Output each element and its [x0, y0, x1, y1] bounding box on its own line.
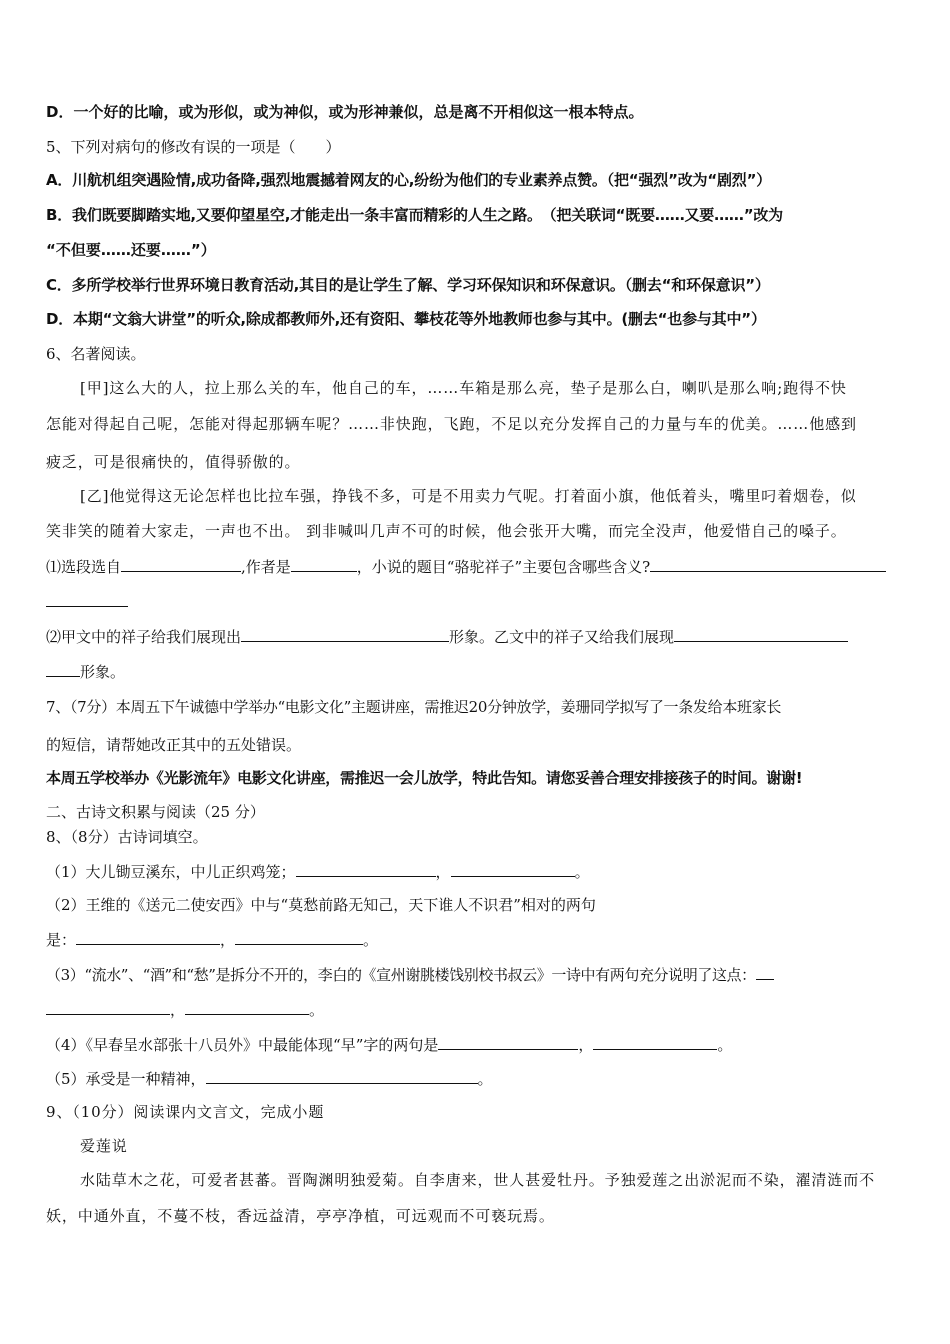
- question-6-title: 6、名著阅读。: [46, 345, 146, 363]
- q5-option-b-cont: “不但要……还要……”）: [46, 241, 216, 259]
- q8-4-prompt: （4）《早春呈水部张十八员外》中最能体现“早”字的两句是: [46, 1036, 439, 1054]
- q8-3-comma: ，: [170, 1001, 186, 1019]
- answer-blank[interactable]: [241, 626, 449, 642]
- passage-yi-line-2: 笑非笑的随着大家走，一声也不出。 到非喊叫几声不可的时候，他会张开大嘴，而完全没声，他爱惜自己的嗓子。: [46, 522, 847, 540]
- q6-1-prefix: ⑴选段选自: [46, 558, 122, 576]
- q8-3-prompt: （3）“流水”、“酒”和“愁”是拆分不开的，李白的《宣州谢朓楼饯别校书叔云》一诗中有两句充分说明了这点：: [46, 966, 756, 984]
- q7-message: 本周五学校举办《光影流年》电影文化讲座，需推迟一会儿放学，特此告知。请您妥善合理安排接孩子的时间。谢谢!: [46, 769, 803, 787]
- passage-jia-line-1: [甲]这么大的人，拉上那么关的车，他自己的车，……车箱是那么亮，垫子是那么白，喇叭是那么响;跑得不快: [80, 379, 847, 397]
- q6-2-middle: 形象。乙文中的祥子又给我们展现: [449, 628, 675, 646]
- q5-option-d: D．本期“文翁大讲堂”的听众,除成都教师外,还有资阳、攀枝花等外地教师也参与其中。(删去“也参与其中”）: [46, 310, 766, 328]
- q8-sub-3-cont: [46, 999, 908, 1020]
- answer-blank[interactable]: [46, 591, 128, 607]
- answer-blank[interactable]: [756, 964, 774, 980]
- answer-blank[interactable]: [593, 1034, 717, 1050]
- section-2-heading: 二、古诗文积累与阅读（25 分）: [46, 803, 265, 821]
- q6-sub-1: [46, 556, 908, 577]
- question-7-title: 7、（7分）本周五下午诚德中学举办“电影文化”主题讲座，需推迟20分钟放学，姜珊同学拟写了一条发给本班家长: [46, 698, 782, 716]
- q6-sub-2: [46, 626, 908, 647]
- answer-blank[interactable]: [121, 556, 241, 572]
- answer-blank[interactable]: [76, 929, 220, 945]
- q8-sub-2-cont: [46, 929, 908, 950]
- answer-blank[interactable]: [206, 1068, 478, 1084]
- q8-1-period: 。: [574, 863, 590, 881]
- question-7-cont: 的短信，请帮她改正其中的五处错误。: [46, 736, 302, 754]
- q5-option-b: B．我们既要脚踏实地,又要仰望星空,才能走出一条丰富而精彩的人生之路。 （把关联词“既要……又要……”改为: [46, 206, 783, 224]
- passage-line-1: 水陆草木之花，可爱者甚蕃。晋陶渊明独爱菊。自李唐来，世人甚爱牡丹。予独爱莲之出淤泥而不染，濯清涟而不: [80, 1171, 876, 1189]
- q8-sub-2: （2）王维的《送元二使安西》中与“莫愁前路无知己，天下谁人不识君”相对的两句: [46, 896, 596, 914]
- q8-2-prefix: 是：: [46, 931, 77, 949]
- q8-1-prompt: （1）大儿锄豆溪东，中儿正织鸡笼；: [46, 863, 296, 881]
- q8-3-period: 。: [309, 1001, 325, 1019]
- question-9-title: 9、（10分）阅读课内文言文，完成小题: [46, 1103, 325, 1121]
- passage-yi-line-1: [乙]他觉得这无论怎样也比拉车强，挣钱不多，可是不用卖力气呢。打着面小旗，他低着头，嘴里叼着烟卷，似: [80, 487, 857, 505]
- q8-sub-5: [46, 1068, 908, 1089]
- passage-title: 爱莲说: [80, 1137, 128, 1155]
- q6-2-prefix: ⑵甲文中的祥子给我们展现出: [46, 628, 242, 646]
- answer-blank[interactable]: [235, 929, 363, 945]
- q8-2-period: 。: [363, 931, 379, 949]
- question-5-title: 5、下列对病句的修改有误的一项是（ ）: [46, 138, 341, 156]
- q8-4-comma: ，: [578, 1036, 594, 1054]
- q5-option-c: C．多所学校举行世界环境日教育活动,其目的是让学生了解、学习环保知识和环保意识。（删去“和环保意识”）: [46, 276, 770, 294]
- q6-1-author: ,作者是: [241, 558, 291, 576]
- q6-1-question: ，小说的题目“骆驼祥子”主要包含哪些含义?: [356, 558, 651, 576]
- answer-blank[interactable]: [185, 999, 309, 1015]
- q6-sub-1-cont: [46, 591, 908, 612]
- q8-sub-1: [46, 861, 908, 882]
- q5-option-a: A．川航机组突遇险情,成功备降,强烈地震撼着网友的心,纷纷为他们的专业素养点赞。（把“强烈”改为“剧烈”）: [46, 171, 772, 189]
- answer-blank[interactable]: [46, 661, 80, 677]
- answer-blank[interactable]: [291, 556, 357, 572]
- q8-sub-3: [46, 964, 908, 985]
- passage-jia-line-2: 怎能对得起自己呢，怎能对得起那辆车呢？……非快跑，飞跑，不足以充分发挥自己的力量与车的优美。……他感到: [46, 415, 857, 433]
- q4-option-d: D．一个好的比喻，或为形似，或为神似，或为形神兼似，总是离不开相似这一根本特点。: [46, 103, 644, 121]
- passage-jia-line-3: 疲乏，可是很痛快的，值得骄傲的。: [46, 453, 301, 471]
- q8-1-comma: ，: [435, 863, 451, 881]
- q8-2-comma: ，: [220, 931, 236, 949]
- q6-2-suffix: 形象。: [80, 663, 126, 681]
- question-8-title: 8、（8分）古诗词填空。: [46, 828, 208, 846]
- q8-sub-4: [46, 1034, 908, 1055]
- answer-blank[interactable]: [296, 861, 436, 877]
- q8-5-period: 。: [477, 1070, 493, 1088]
- answer-blank[interactable]: [451, 861, 575, 877]
- answer-blank[interactable]: [46, 999, 170, 1015]
- q8-4-period: 。: [717, 1036, 733, 1054]
- answer-blank[interactable]: [438, 1034, 578, 1050]
- answer-blank[interactable]: [650, 556, 886, 572]
- q6-sub-2-cont: [46, 661, 908, 682]
- answer-blank[interactable]: [674, 626, 848, 642]
- passage-line-2: 妖，中通外直，不蔓不枝，香远益清，亭亭净植，可远观而不可亵玩焉。: [46, 1207, 555, 1225]
- q8-5-prompt: （5）承受是一种精神，: [46, 1070, 206, 1088]
